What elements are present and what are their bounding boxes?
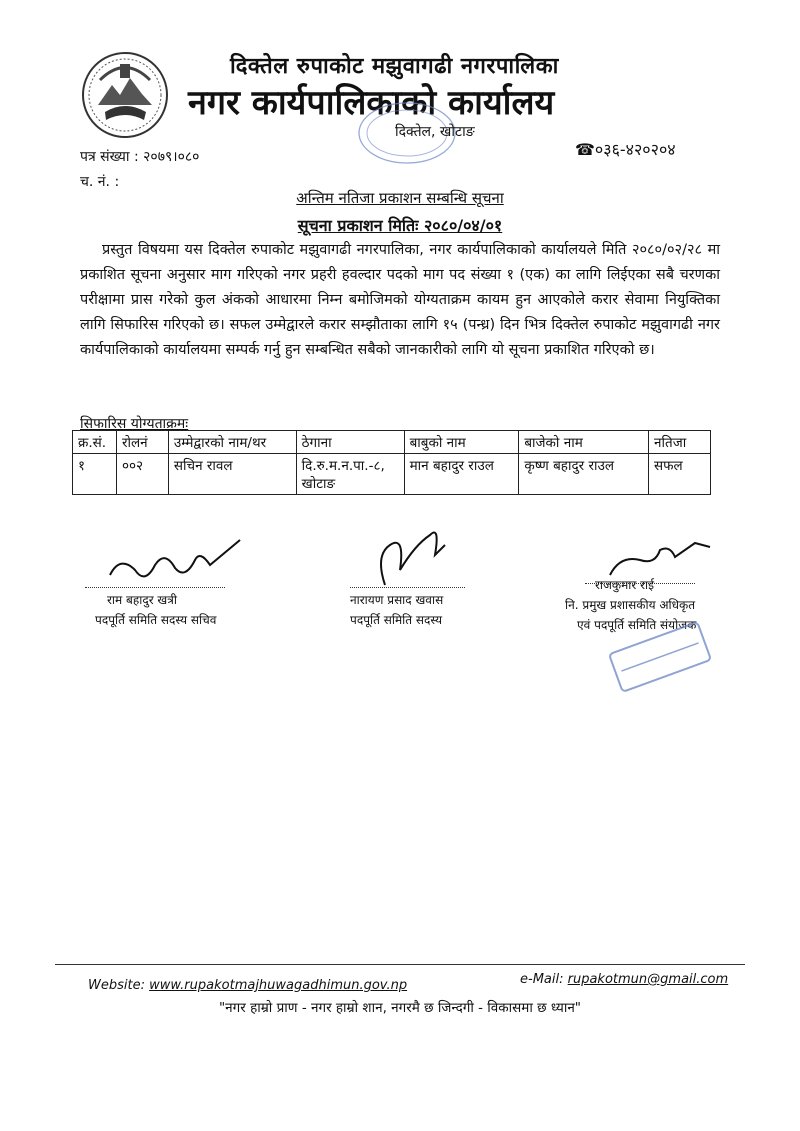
table-title: सिफारिस योग्यताक्रमः [80, 416, 189, 432]
signatory-2-name: नारायण प्रसाद खवास [350, 593, 444, 607]
email-link[interactable]: rupakotmun@gmail.com [567, 972, 729, 987]
signatory-2 [350, 590, 443, 630]
cell-father: मान बहादुर राउल [404, 454, 519, 495]
footer-website [88, 978, 407, 993]
signature-line-2 [350, 587, 465, 588]
letter-number: पत्र संख्या : २०७९।०८० [80, 149, 200, 165]
notice-body: प्रस्तुत विषयमा यस दिक्तेल रुपाकोट मझुवागढी नगरपालिका, नगर कार्यपालिकाको कार्यालयले मिति २०८०/०२/२८ मा प्रकाशित सूचना अनुसार माग गरिएको नगर प्रहरी हवल्दार पदको माग पद संख्या १ (एक) का लागि लिईएका सबै चरणका परीक्षामा प्रास गरेको कुल अंकको आधारमा निम्न बमोजिमको योग्यताक्रम कायम हुन आएकोले करार सेवामा नियुक्तिका लागि सिफारिस गरिएको छ। सफल उम्मेद्वारले करार सम्झौताका लागि १५ (पन्ध्र) दिन भित्र दिक्तेल रुपाकोट मझुवागढी नगर कार्यपालिकाको कार्यालयमा सम्पर्क गर्नु हुन सम्बन्धित सबैको जानकारीको लागि यो सूचना प्रकाशित गरिएको छ। [80, 242, 720, 358]
col-header-name: उम्मेद्वारको नाम/थर [168, 431, 296, 454]
cell-result: सफल [649, 454, 711, 495]
signatory-2-role: पदपूर्ति समिति सदस्य [350, 613, 443, 627]
signatory-1-name: राम बहादुर खत्री [107, 593, 177, 607]
signatory-1-role: पदपूर्ति समिति सदस्य सचिव [95, 613, 217, 627]
signature-1 [100, 530, 250, 590]
municipality-name: दिक्तेल रुपाकोट मझुवागढी नगरपालिका [230, 54, 559, 79]
footer-slogan: "नगर हाम्रो प्राण - नगर हाम्रो शान, नगरमै छ जिन्दगी - विकासमा छ ध्यान" [218, 1000, 582, 1016]
col-header-grandfather: बाजेको नाम [519, 431, 649, 454]
cell-grandfather: कृष्ण बहादुर राउल [519, 454, 649, 495]
recommendation-table [72, 430, 711, 495]
notice-date: सूचना प्रकाशन मितिः २०८०/०४/०१ [297, 216, 503, 235]
col-header-roll: रोलनं [116, 431, 168, 454]
signature-line-1 [85, 587, 225, 588]
nepal-emblem-logo [80, 50, 170, 140]
table-header-row [73, 431, 711, 454]
cell-sn: १ [73, 454, 117, 495]
office-title: नगर कार्यपालिकाको कार्यालय [188, 83, 555, 123]
dispatch-number: च. नं. : [80, 174, 120, 190]
col-header-address: ठेगाना [296, 431, 404, 454]
signatory-3-name: राजकुमार राई [595, 578, 655, 592]
website-label: Website: [88, 978, 145, 993]
footer-divider [55, 964, 745, 965]
cell-roll: ००२ [116, 454, 168, 495]
cell-name: सचिन रावल [168, 454, 296, 495]
notice-title: अन्तिम नतिजा प्रकाशन सम्बन्धि सूचना [296, 189, 504, 207]
footer-email [520, 972, 728, 987]
website-link[interactable]: www.rupakotmajhuwagadhimun.gov.np [149, 978, 408, 993]
office-location: दिक्तेल, खोटाङ [395, 124, 475, 140]
signatory-3-role2: एवं पदपूर्ति समिति संयोजक [577, 618, 697, 632]
signatory-3-role: नि. प्रमुख प्रशासकीय अधिकृत [565, 598, 696, 612]
col-header-father: बाबुको नाम [404, 431, 519, 454]
email-label: e-Mail: [520, 972, 564, 987]
col-header-result: नतिजा [649, 431, 711, 454]
phone-number: ☎०३६-४२०२०४ [575, 140, 676, 159]
signature-2 [360, 515, 470, 590]
col-header-sn: क्र.सं. [73, 431, 117, 454]
cell-address: दि.रु.म.न.पा.-८, खोटाङ [296, 454, 404, 495]
signatory-1 [95, 590, 216, 630]
table-row [73, 454, 711, 495]
official-blue-stamp [605, 615, 715, 700]
